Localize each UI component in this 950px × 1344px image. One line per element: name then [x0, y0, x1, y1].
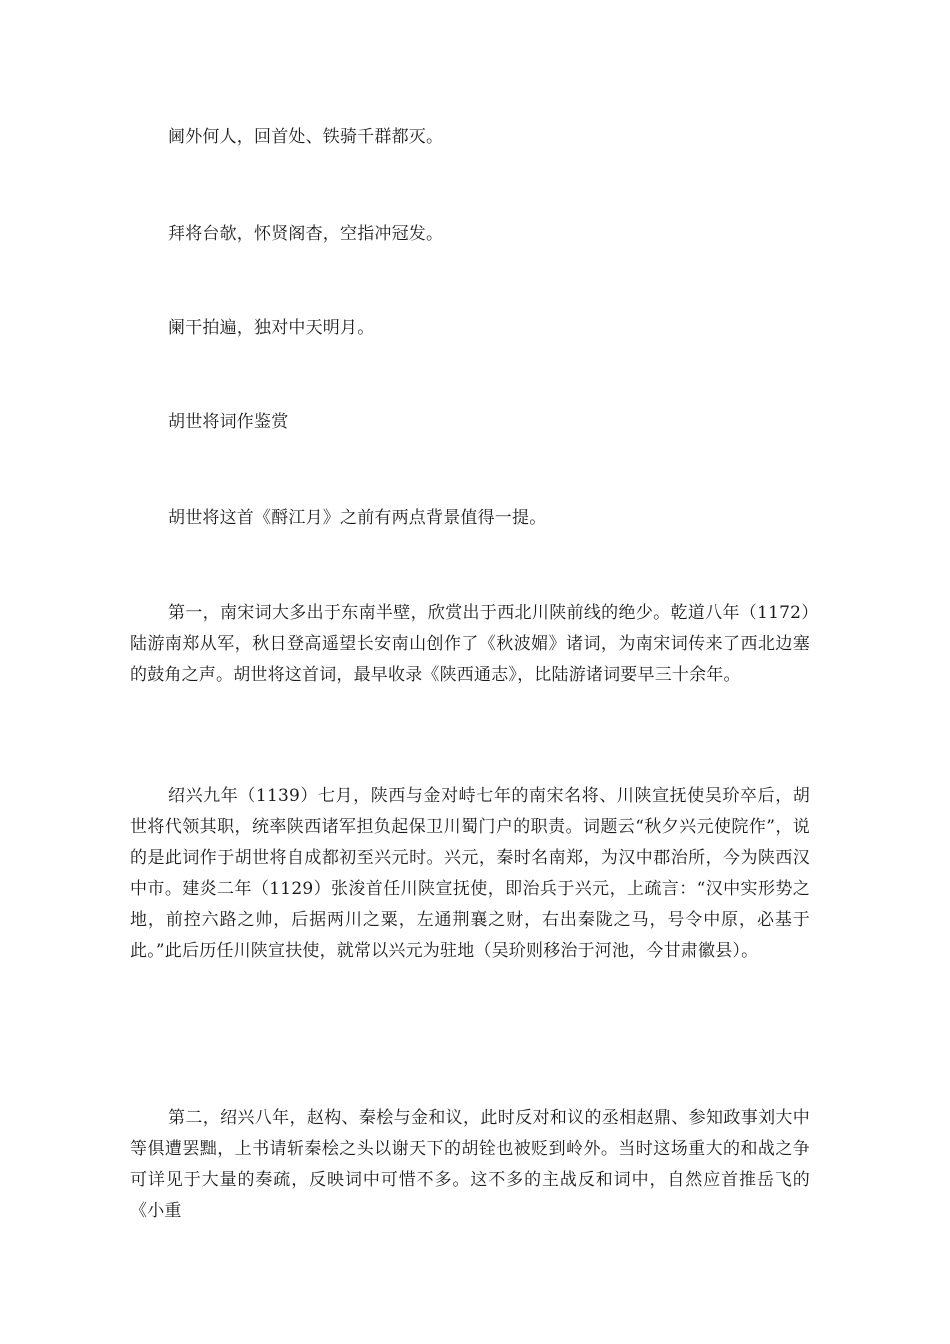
- paragraph-first-point: 第一，南宋词大多出于东南半壁，欣赏出于西北川陕前线的绝少。乾道八年（1172）陆游南郑从军，秋日登高遥望长安南山创作了《秋波媚》诸词，为南宋词传来了西北边塞的鼓角之声。胡世将这首词，最早收录《陕西通志》，比陆游诸词要早三十余年。: [130, 603, 810, 685]
- verse-line-2: 拜将台欹，怀贤阁杳，空指冲冠发。: [168, 224, 444, 244]
- paragraph-shaoxing-nine: 绍兴九年（1139）七月，陕西与金对峙七年的南宋名将、川陕宣抚使吴玠卒后，胡世将代领其职，统率陕西诸军担负起保卫川蜀门户的职责。词题云“秋夕兴元使院作”，说的是此词作于胡世将自成都初至兴元时。兴元，秦时名南郑，为汉中郡治所，今为陕西汉中市。建炎二年（1129）张浚首任川陕宣抚使，即治兵于兴元，上疏言：“汉中实形势之地，前控六路之帅，后据两川之粟，左通荆襄之财，右出秦陇之马，号令中原，必基于此。”此后历任川陕宣扶使，就常以兴元为驻地（吴玠则移治于河池，今甘肃徽县）。: [130, 786, 810, 961]
- section-heading: 胡世将词作鉴赏: [168, 412, 289, 432]
- paragraph-second-point: 第二，绍兴八年，赵构、秦桧与金和议，此时反对和议的丞相赵鼎、参知政事刘大中等俱遭罢黜，上书请斩秦桧之头以谢天下的胡铨也被贬到岭外。当时这场重大的和战之争可详见于大量的奏疏，反映词中可惜不多。这不多的主战反和词中，自然应首推岳飞的《小重: [130, 1108, 810, 1221]
- intro-paragraph: 胡世将这首《酹江月》之前有两点背景值得一提。: [168, 508, 547, 528]
- verse-line-3: 阑干拍遍，独对中天明月。: [168, 318, 375, 338]
- verse-line-1: 阃外何人，回首处、铁骑千群都灭。: [168, 127, 444, 147]
